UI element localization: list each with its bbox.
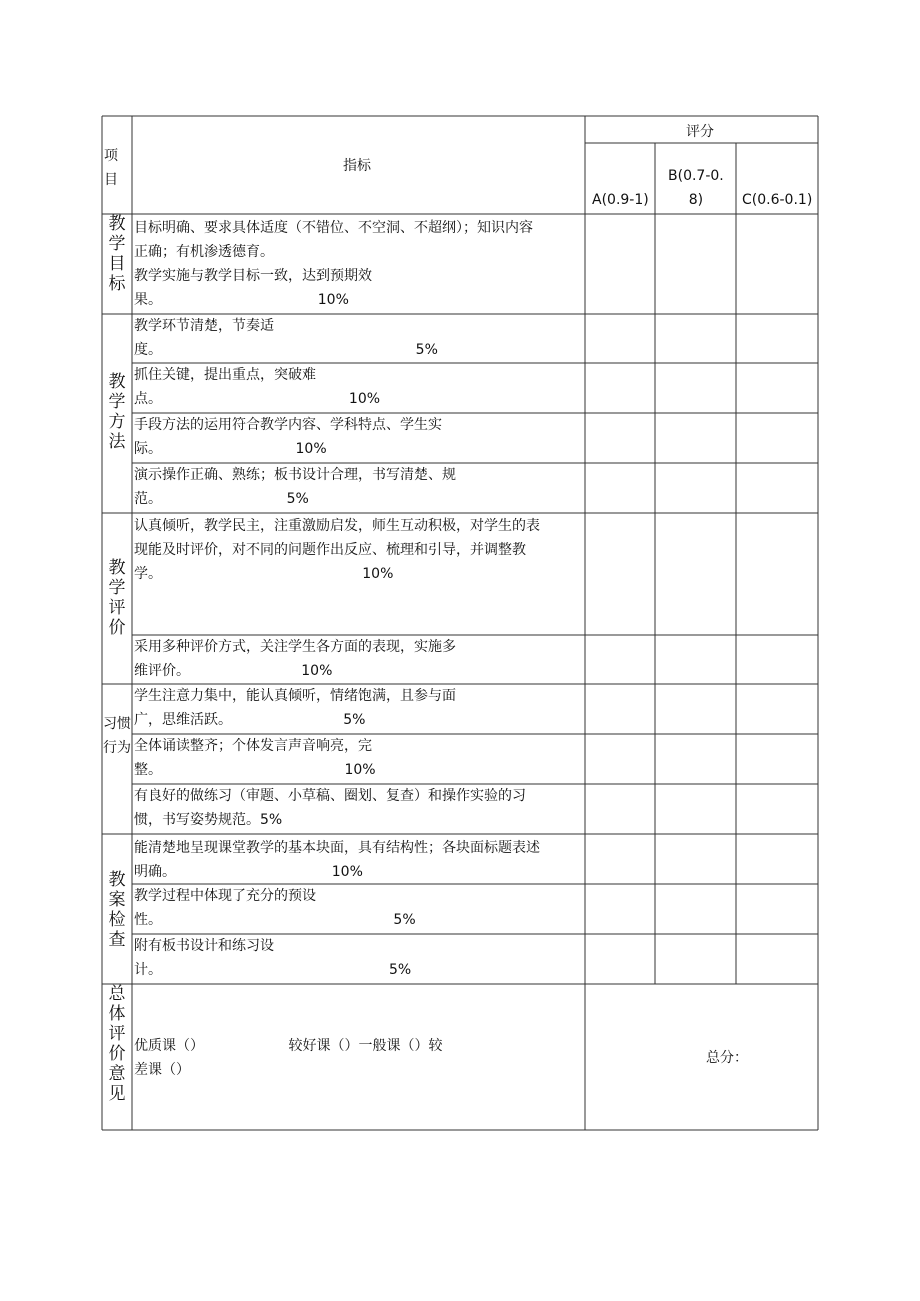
section-goal: 教学目标 bbox=[108, 214, 126, 294]
criterion-habit-1: 学生注意力集中，能认真倾听，情绪饱满，且参与面 广，思维活跃。 5% bbox=[134, 688, 456, 728]
section-plan: 教案检查 bbox=[108, 870, 126, 950]
section-habit: 习惯行为 bbox=[103, 716, 131, 756]
header-score: 评分 bbox=[686, 124, 714, 140]
criterion-habit-2: 全体诵读整齐；个体发言声音响亮，完 整。 10% bbox=[134, 738, 376, 778]
criterion-plan-1: 能清楚地呈现课堂教学的基本块面，具有结构性；各块面标题表述 明确。 10% bbox=[134, 840, 540, 880]
section-evaluation: 教学评价 bbox=[108, 558, 126, 638]
criterion-method-2: 抓住关键，提出重点，突破难 点。 10% bbox=[134, 367, 381, 407]
header-grade-a: A(0.9-1) bbox=[592, 192, 649, 208]
criterion-goal-1: 目标明确、要求具体适度（不错位、不空洞、不超纲）；知识内容 正确；有机渗透德育。 教学实施与教学目标一致，达到预期效 果。 10% bbox=[134, 220, 533, 308]
criterion-eval-1: 认真倾听，教学民主，注重激励启发，师生互动积极，对学生的表 现能及时评价，对不同的问题作出反应、梳理和引导，并调整教 学。 10% bbox=[134, 518, 540, 582]
criterion-method-1: 教学环节清楚，节奏适 度。 5% bbox=[134, 318, 438, 358]
header-grade-c: C(0.6-0.1) bbox=[742, 192, 813, 208]
header-indicator: 指标 bbox=[343, 158, 371, 174]
header-grade-b: B(0.7-0. 8) bbox=[668, 168, 724, 208]
header-item: 项 目 bbox=[104, 148, 118, 188]
overall-grades: 优质课（） 较好课（）一般课（）较 差课（） bbox=[134, 1038, 443, 1078]
criterion-eval-2: 采用多种评价方式，关注学生各方面的表现，实施多 维评价。 10% bbox=[134, 639, 456, 679]
criterion-method-4: 演示操作正确、熟练；板书设计合理，书写清楚、规 范。 5% bbox=[134, 467, 456, 507]
section-overall: 总体评价意见 bbox=[108, 984, 126, 1104]
total-score-label: 总分： bbox=[706, 1050, 748, 1066]
criterion-plan-2: 教学过程中体现了充分的预设 性。 5% bbox=[134, 888, 416, 928]
criterion-plan-3: 附有板书设计和练习设 计。 5% bbox=[134, 938, 412, 978]
section-method: 教学方法 bbox=[108, 372, 126, 452]
criterion-method-3: 手段方法的运用符合教学内容、学科特点、学生实 际。 10% bbox=[134, 417, 442, 457]
criterion-habit-3: 有良好的做练习（审题、小草稿、圈划、复查）和操作实验的习 惯，书写姿势规范。5% bbox=[134, 788, 526, 828]
